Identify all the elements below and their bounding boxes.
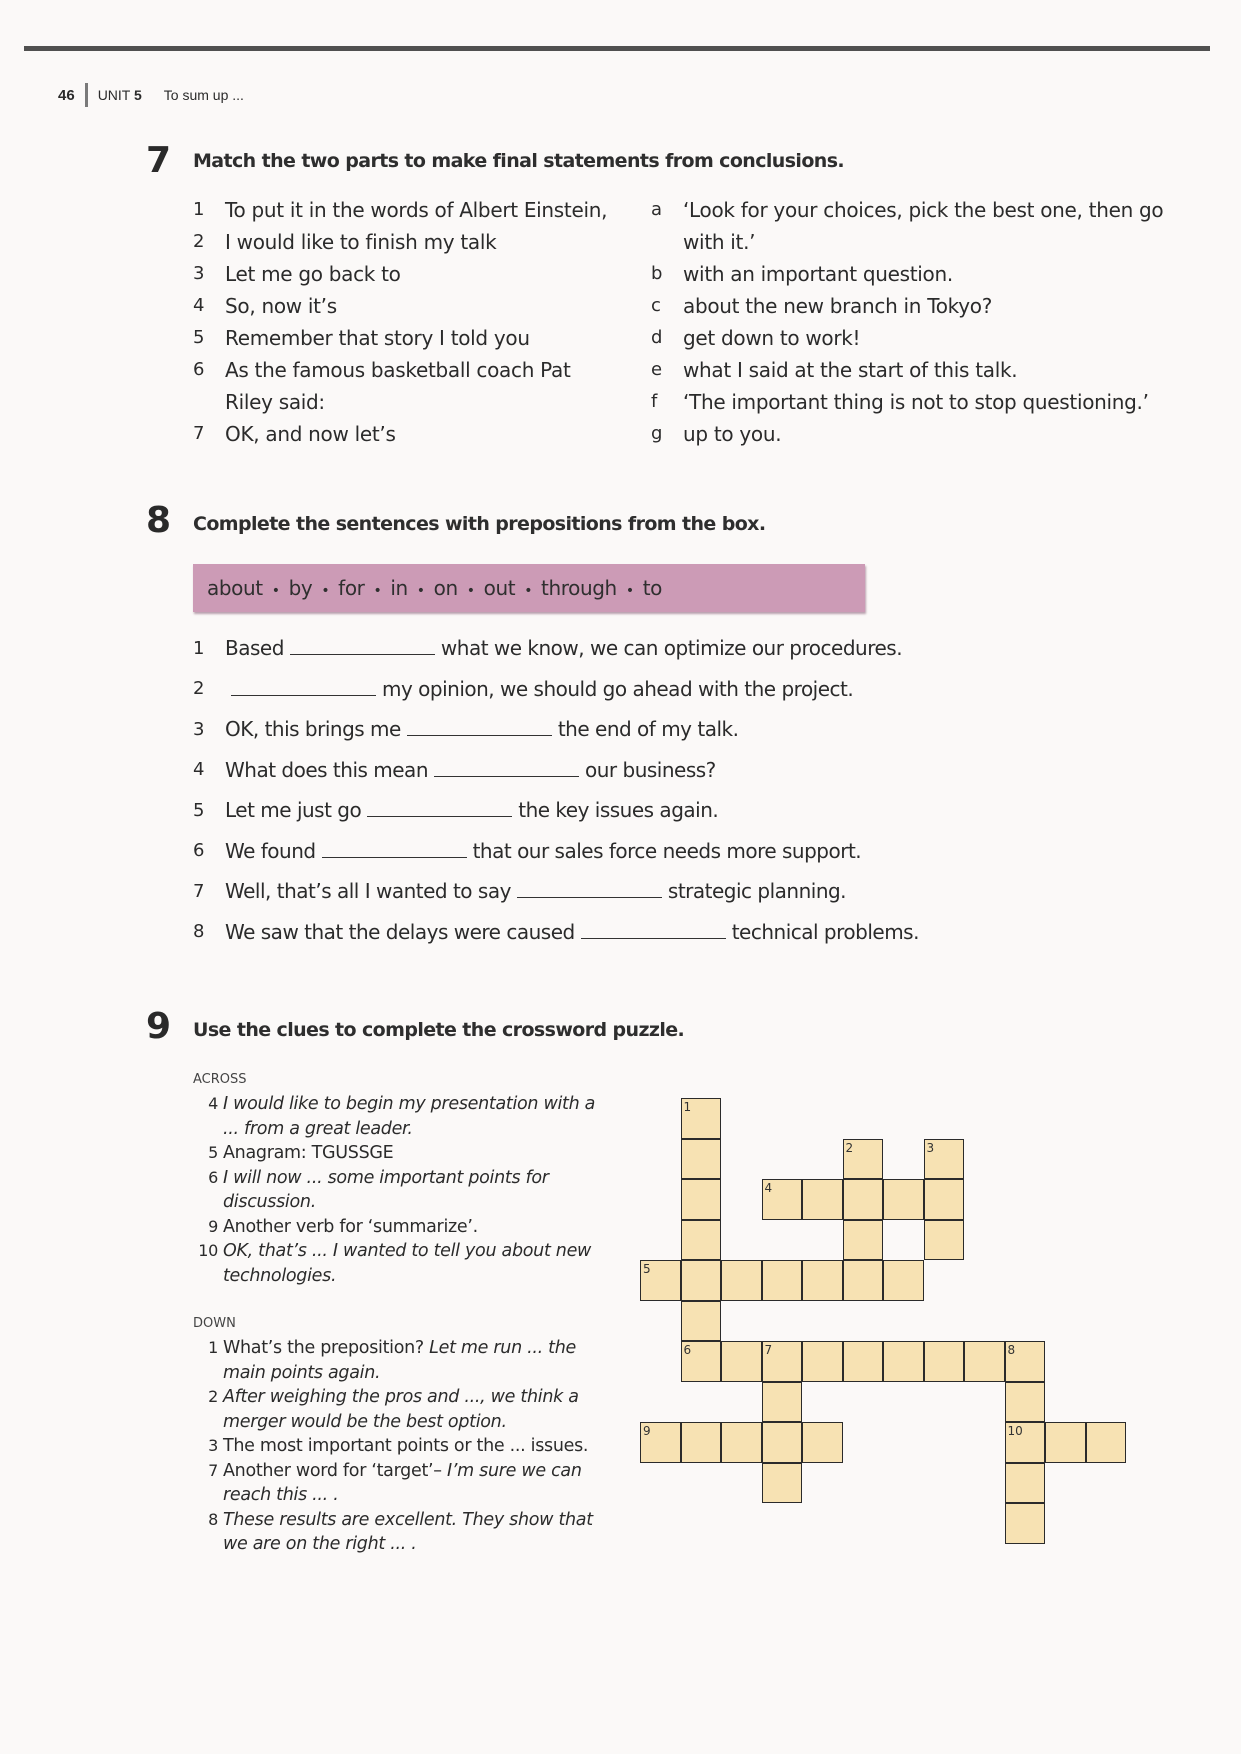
match-item-text: about the new branch in Tokyo?	[683, 294, 993, 318]
crossword-cell[interactable]	[883, 1260, 924, 1301]
box-word: in	[390, 576, 408, 600]
sentence-text	[225, 758, 716, 782]
clue-number: 4	[208, 1094, 218, 1113]
match-item-d	[651, 322, 1171, 354]
crossword-cell[interactable]	[721, 1422, 762, 1463]
match-item-e	[651, 354, 1171, 386]
down-heading: DOWN	[193, 1316, 236, 1331]
match-item-text: with an important question.	[683, 262, 953, 286]
gap-sentence	[193, 871, 919, 912]
clue-number-label: 3	[926, 1140, 935, 1155]
crossword-cell[interactable]	[924, 1341, 965, 1382]
crossword-cell[interactable]	[1005, 1503, 1046, 1544]
crossword-cell[interactable]	[762, 1422, 803, 1463]
sentence-number: 3	[193, 718, 204, 740]
clue-number-label: 5	[643, 1262, 651, 1276]
match-item-label: 1	[193, 199, 205, 220]
clue-italic: Let me run ... the main points again.	[223, 1338, 576, 1383]
crossword-cell[interactable]	[1086, 1422, 1127, 1463]
clue-down-2	[195, 1385, 615, 1434]
exercise-7-left-list	[193, 194, 623, 450]
clue-text	[223, 1336, 615, 1385]
across-clues	[195, 1092, 615, 1288]
sentence-after: our business?	[585, 757, 716, 782]
match-item-label: e	[651, 359, 662, 380]
clue-plain: Another verb for ‘summarize’.	[223, 1216, 478, 1237]
crossword-cell[interactable]	[1045, 1422, 1086, 1463]
sentence-number: 5	[193, 799, 204, 821]
crossword-cell[interactable]	[681, 1422, 722, 1463]
exercise-9-title: Use the clues to complete the crossword puzzle.	[193, 1019, 685, 1041]
match-item-text: up to you.	[683, 422, 782, 446]
sentence-before: OK, this brings me	[225, 717, 401, 742]
sentence-number: 6	[193, 840, 204, 862]
bullet-separator: •	[321, 583, 330, 599]
crossword-cell[interactable]	[924, 1179, 965, 1220]
crossword-cell[interactable]	[640, 1422, 681, 1463]
down-clues	[195, 1336, 615, 1557]
match-item-label: 5	[193, 327, 205, 348]
sentence-number: 8	[193, 921, 204, 943]
crossword-cell[interactable]	[762, 1341, 803, 1382]
clue-text	[223, 1385, 615, 1434]
header-divider	[85, 83, 88, 107]
clue-plain: What’s the preposition?	[223, 1338, 430, 1358]
clue-down-7	[195, 1459, 615, 1508]
crossword-cell[interactable]	[964, 1341, 1005, 1382]
clue-number-label: 9	[643, 1424, 651, 1438]
sentence-after: my opinion, we should go ahead with the project.	[382, 676, 854, 701]
match-item-7	[193, 418, 623, 450]
match-item-text: I would like to finish my talk	[225, 230, 497, 254]
box-word: by	[288, 576, 313, 600]
match-item-g	[651, 418, 1171, 450]
box-word: out	[483, 576, 516, 600]
sentence-before: Let me just go	[225, 798, 362, 823]
answer-blank[interactable]	[322, 839, 467, 858]
exercise-8-number: 8	[146, 500, 172, 541]
match-item-b	[651, 258, 1171, 290]
clue-number-label: 10	[1007, 1424, 1023, 1438]
exercise-9-number: 9	[146, 1006, 172, 1047]
crossword-cell[interactable]	[762, 1179, 803, 1220]
box-word: to	[642, 576, 662, 600]
clue-plain: The most important points or the ... issues.	[223, 1436, 589, 1456]
page-number: 46	[58, 86, 75, 104]
crossword-cell[interactable]	[843, 1341, 884, 1382]
match-item-f	[651, 386, 1171, 418]
match-item-text: To put it in the words of Albert Einstein,	[225, 198, 608, 222]
match-item-label: g	[651, 423, 663, 444]
match-item-label: 2	[193, 231, 205, 252]
clue-text	[223, 1459, 615, 1508]
clue-text	[223, 1166, 615, 1215]
sentence-after: what we know, we can optimize our procedures.	[440, 636, 903, 661]
sentence-text	[225, 839, 861, 863]
unit-subtitle: To sum up ...	[163, 87, 244, 103]
sentence-after: strategic planning.	[667, 879, 847, 904]
match-item-label: c	[651, 295, 661, 316]
sentence-after: technical problems.	[731, 919, 919, 944]
exercise-8-sentences	[193, 628, 919, 952]
clue-italic: I’m sure we can reach this ... .	[223, 1460, 582, 1505]
clue-down-8	[195, 1508, 615, 1557]
bullet-separator: •	[466, 583, 475, 599]
clue-across-10	[195, 1239, 615, 1288]
match-item-label: 4	[193, 295, 205, 316]
bullet-separator: •	[625, 583, 634, 599]
clue-number-label: 6	[683, 1343, 692, 1357]
bullet-separator: •	[271, 583, 280, 599]
sentence-number: 7	[193, 880, 204, 902]
gap-sentence	[193, 790, 919, 831]
match-item-c	[651, 290, 1171, 322]
match-item-text: Let me go back to	[225, 262, 401, 286]
crossword-cell[interactable]	[721, 1341, 762, 1382]
crossword-cell[interactable]	[762, 1260, 803, 1301]
clue-italic: I would like to begin my presentation with a ... from a great leader.	[223, 1094, 596, 1139]
crossword-cell[interactable]	[681, 1098, 722, 1139]
sentence-text	[225, 717, 738, 741]
exercise-8-title: Complete the sentences with prepositions from the box.	[193, 513, 766, 535]
clue-down-1	[195, 1336, 615, 1385]
crossword-cell[interactable]	[762, 1382, 803, 1423]
match-item-label: 6	[193, 359, 205, 380]
clue-across-5	[195, 1141, 615, 1166]
box-word: through	[541, 576, 617, 600]
clue-across-6	[195, 1166, 615, 1215]
unit-number: 5	[134, 87, 142, 103]
box-word: for	[338, 576, 365, 600]
sentence-before: Well, that’s all I wanted to say	[225, 879, 511, 904]
unit-label	[98, 87, 142, 103]
clue-italic: These results are excellent. They show that we are on the right ... .	[223, 1509, 593, 1554]
clue-number: 1	[208, 1338, 218, 1357]
bullet-separator: •	[524, 583, 533, 599]
exercise-7-number: 7	[146, 140, 172, 181]
crossword-cell[interactable]	[721, 1260, 762, 1301]
gap-sentence	[193, 831, 919, 872]
clue-across-9	[195, 1215, 615, 1240]
clue-text	[223, 1141, 615, 1166]
crossword-cell[interactable]	[681, 1260, 722, 1301]
clue-number: 6	[208, 1167, 218, 1187]
clue-number: 10	[198, 1241, 218, 1260]
gap-sentence	[193, 628, 919, 669]
sentence-number: 4	[193, 759, 204, 781]
answer-blank[interactable]	[434, 758, 579, 777]
match-item-3	[193, 258, 623, 290]
answer-blank[interactable]	[290, 636, 435, 655]
crossword-cell[interactable]	[802, 1422, 843, 1463]
crossword-cell[interactable]	[1005, 1463, 1046, 1504]
crossword-cell[interactable]	[802, 1341, 843, 1382]
crossword-cell[interactable]	[681, 1179, 722, 1220]
match-item-2	[193, 226, 623, 258]
match-item-text: what I said at the start of this talk.	[683, 358, 1018, 382]
gap-sentence	[193, 709, 919, 750]
clue-down-3	[195, 1434, 615, 1459]
bullet-separator: •	[416, 583, 425, 599]
clue-text	[223, 1092, 615, 1141]
crossword-cell[interactable]	[640, 1260, 681, 1301]
clue-across-4	[195, 1092, 615, 1141]
sentence-text	[225, 798, 718, 822]
crossword-cell[interactable]	[1005, 1341, 1046, 1382]
match-item-4	[193, 290, 623, 322]
match-item-5	[193, 322, 623, 354]
clue-number: 8	[208, 1509, 218, 1529]
clue-number-label: 4	[764, 1181, 773, 1195]
clue-italic: I will now ... some important points for discussion.	[223, 1167, 549, 1212]
across-heading: ACROSS	[193, 1072, 247, 1087]
top-rule	[24, 46, 1210, 51]
match-item-1	[193, 194, 623, 226]
match-item-label: 3	[193, 263, 205, 284]
sentence-after: the end of my talk.	[557, 717, 739, 742]
crossword-cell[interactable]	[1005, 1422, 1046, 1463]
match-item-text: As the famous basketball coach Pat Riley said:	[225, 358, 571, 414]
sentence-number: 1	[193, 637, 204, 659]
crossword-cell[interactable]	[681, 1301, 722, 1342]
clue-number: 5	[208, 1143, 218, 1162]
clue-text	[223, 1508, 615, 1557]
sentence-before: We found	[225, 838, 316, 863]
sentence-text	[225, 636, 902, 660]
clue-italic: After weighing the pros and ..., we think a merger would be the best option.	[223, 1387, 579, 1432]
box-word: about	[207, 576, 263, 600]
sentence-before: What does this mean	[225, 757, 428, 782]
crossword-cell[interactable]	[924, 1139, 965, 1180]
answer-blank[interactable]	[231, 677, 376, 696]
match-item-text: ‘Look for your choices, pick the best one, then go with it.’	[683, 198, 1164, 254]
clue-number: 9	[208, 1216, 218, 1236]
answer-blank[interactable]	[367, 798, 512, 817]
bullet-separator: •	[373, 583, 382, 599]
match-item-label: d	[651, 327, 663, 348]
clue-text	[223, 1434, 615, 1459]
clue-text	[223, 1215, 615, 1240]
clue-number-label: 1	[683, 1100, 692, 1114]
unit-text: UNIT	[97, 87, 131, 103]
sentence-after: the key issues again.	[518, 798, 719, 823]
clue-italic: OK, that’s ... I wanted to tell you about new technologies.	[223, 1241, 592, 1286]
match-item-label: a	[651, 199, 662, 220]
gap-sentence	[193, 750, 919, 791]
match-item-label: b	[651, 263, 663, 284]
sentence-text	[225, 677, 853, 701]
crossword-cell[interactable]	[883, 1179, 924, 1220]
clue-number-label: 2	[845, 1140, 854, 1155]
match-item-a	[651, 194, 1171, 258]
clue-plain: Anagram: TGUSSGE	[223, 1143, 394, 1163]
crossword-cell[interactable]	[843, 1260, 884, 1301]
clue-number-label: 7	[764, 1343, 773, 1357]
match-item-label: 7	[193, 423, 205, 444]
match-item-label: f	[651, 391, 658, 412]
crossword-cell[interactable]	[681, 1220, 722, 1261]
answer-blank[interactable]	[581, 920, 726, 939]
crossword-cell[interactable]	[843, 1139, 884, 1180]
answer-blank[interactable]	[407, 717, 552, 736]
page-header	[58, 83, 244, 107]
crossword-cell[interactable]	[1005, 1382, 1046, 1423]
crossword-cell[interactable]	[924, 1220, 965, 1261]
crossword-cell[interactable]	[843, 1220, 884, 1261]
preposition-word-box	[193, 564, 865, 612]
match-item-text: OK, and now let’s	[225, 422, 396, 446]
clue-number-label: 8	[1007, 1343, 1016, 1357]
clue-number: 2	[208, 1387, 218, 1406]
crossword-cell[interactable]	[681, 1139, 722, 1180]
crossword-cell[interactable]	[843, 1179, 884, 1220]
match-item-text: Remember that story I told you	[225, 326, 530, 350]
crossword-cell[interactable]	[802, 1179, 843, 1220]
clue-number: 7	[208, 1460, 218, 1480]
sentence-text	[225, 920, 919, 944]
exercise-7-right-list	[651, 194, 1171, 450]
gap-sentence	[193, 912, 919, 953]
clue-plain: Another word for ‘target’–	[223, 1460, 447, 1481]
crossword-cell[interactable]	[802, 1260, 843, 1301]
clue-text	[223, 1239, 615, 1288]
match-item-text: So, now it’s	[225, 294, 337, 318]
answer-blank[interactable]	[517, 879, 662, 898]
match-item-6	[193, 354, 623, 418]
box-word: on	[433, 576, 458, 600]
crossword-cell[interactable]	[681, 1341, 722, 1382]
sentence-text	[225, 879, 846, 903]
crossword-cell[interactable]	[883, 1341, 924, 1382]
gap-sentence	[193, 669, 919, 710]
match-item-text: get down to work!	[683, 326, 861, 350]
sentence-before: Based	[225, 636, 284, 661]
crossword-cell[interactable]	[762, 1463, 803, 1504]
sentence-number: 2	[193, 678, 204, 700]
sentence-before: We saw that the delays were caused	[225, 919, 575, 944]
sentence-after: that our sales force needs more support.	[472, 838, 862, 863]
match-item-text: ‘The important thing is not to stop questioning.’	[683, 390, 1149, 414]
clue-number: 3	[208, 1436, 218, 1455]
exercise-7-title: Match the two parts to make final statements from conclusions.	[193, 150, 845, 172]
